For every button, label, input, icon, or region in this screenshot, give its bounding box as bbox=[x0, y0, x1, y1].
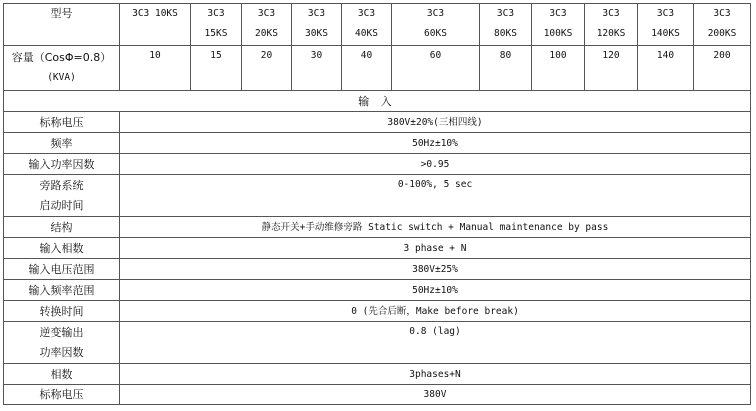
capacity-value: 20 bbox=[242, 46, 292, 91]
model-label: 型号 bbox=[50, 7, 73, 20]
spec-label: 标称电压 bbox=[4, 112, 120, 133]
spec-value: 50Hz±10% bbox=[120, 133, 751, 154]
spec-label: 转换时间 bbox=[4, 301, 120, 322]
model-suffix: 20KS bbox=[255, 28, 278, 39]
model-suffix: 140KS bbox=[651, 28, 680, 39]
spec-value: >0.95 bbox=[120, 154, 751, 175]
spec-row bbox=[4, 364, 751, 385]
spec-value: 50Hz±10% bbox=[120, 280, 751, 301]
spec-label: 标称电压 bbox=[4, 385, 120, 405]
spec-value: 380V±25% bbox=[120, 259, 751, 280]
input-section-title: 输 入 bbox=[4, 91, 751, 112]
capacity-value: 60 bbox=[392, 46, 480, 91]
spec-value: 3phases+N bbox=[120, 364, 751, 385]
model-cell bbox=[392, 4, 480, 46]
capacity-label: 容量（CosΦ=0.8） bbox=[11, 51, 112, 64]
spec-label-line: 功率因数 bbox=[39, 345, 84, 359]
spec-row bbox=[4, 322, 751, 364]
model-name: 3C3 bbox=[602, 8, 620, 19]
model-name: 3C3 bbox=[257, 8, 276, 19]
spec-label-line: 旁路系统 bbox=[39, 178, 84, 192]
model-suffix: 40KS bbox=[355, 28, 378, 39]
spec-label-line: 逆变输出 bbox=[39, 325, 84, 339]
model-cell bbox=[242, 4, 292, 46]
model-cell bbox=[532, 4, 585, 46]
model-name: 3C3 bbox=[656, 8, 675, 19]
spec-row bbox=[4, 259, 751, 280]
spec-row bbox=[4, 133, 751, 154]
spec-label: 输入功率因数 bbox=[4, 154, 120, 175]
capacity-unit: (KVA) bbox=[47, 72, 76, 83]
capacity-value: 80 bbox=[480, 46, 532, 91]
model-name: 3C3 10KS bbox=[132, 8, 178, 19]
model-cell bbox=[292, 4, 342, 46]
model-suffix: 120KS bbox=[596, 28, 626, 39]
model-row bbox=[4, 4, 751, 46]
model-suffix: 30KS bbox=[305, 28, 328, 39]
spec-row bbox=[4, 238, 751, 259]
model-header-cell bbox=[4, 4, 120, 46]
capacity-value: 120 bbox=[585, 46, 638, 91]
spec-row bbox=[4, 301, 751, 322]
model-cell bbox=[342, 4, 392, 46]
spec-value: 0.8 (lag) bbox=[120, 322, 751, 364]
spec-label: 相数 bbox=[4, 364, 120, 385]
spec-value: 3 phase + N bbox=[120, 238, 751, 259]
spec-label: 频率 bbox=[4, 133, 120, 154]
spec-value: 0 (先合后断，Make before break) bbox=[120, 301, 751, 322]
spec-label: 输入电压范围 bbox=[4, 259, 120, 280]
capacity-value: 100 bbox=[532, 46, 585, 91]
spec-row bbox=[4, 112, 751, 133]
model-suffix: 80KS bbox=[494, 28, 517, 39]
capacity-label-cell bbox=[4, 46, 120, 91]
spec-row bbox=[4, 280, 751, 301]
model-suffix: 15KS bbox=[204, 28, 228, 39]
capacity-value: 10 bbox=[120, 46, 191, 91]
capacity-value: 200 bbox=[694, 46, 751, 91]
spec-label-line: 启动时间 bbox=[39, 198, 84, 212]
spec-label: 结构 bbox=[4, 217, 120, 238]
capacity-value: 40 bbox=[342, 46, 392, 91]
model-cell bbox=[694, 4, 751, 46]
model-cell bbox=[191, 4, 242, 46]
spec-value: 0-100%, 5 sec bbox=[120, 175, 751, 217]
model-cell bbox=[638, 4, 694, 46]
spec-row bbox=[4, 385, 751, 405]
model-name: 3C3 bbox=[496, 8, 515, 19]
model-name: 3C3 bbox=[357, 8, 376, 19]
model-name: 3C3 bbox=[549, 8, 567, 19]
model-name: 3C3 bbox=[207, 8, 225, 19]
model-cell bbox=[480, 4, 532, 46]
spec-value: 380V bbox=[120, 385, 751, 405]
spec-value: 380V±20%(三相四线) bbox=[120, 112, 751, 133]
spec-row bbox=[4, 175, 751, 217]
capacity-row bbox=[4, 46, 751, 91]
model-name: 3C3 bbox=[307, 8, 326, 19]
model-cell bbox=[585, 4, 638, 46]
spec-label bbox=[4, 322, 120, 364]
model-suffix: 100KS bbox=[543, 28, 573, 39]
model-suffix: 200KS bbox=[707, 28, 737, 39]
input-section-row bbox=[4, 91, 751, 112]
spec-row bbox=[4, 154, 751, 175]
spec-label: 输入相数 bbox=[4, 238, 120, 259]
capacity-value: 15 bbox=[191, 46, 242, 91]
specification-table bbox=[3, 3, 751, 405]
model-cell bbox=[120, 4, 191, 46]
spec-row bbox=[4, 217, 751, 238]
spec-value: 静态开关+手动维修旁路 Static switch + Manual maintenance by pass bbox=[120, 217, 751, 238]
model-name: 3C3 bbox=[713, 8, 731, 19]
model-name: 3C3 bbox=[426, 8, 445, 19]
model-suffix: 60KS bbox=[424, 28, 447, 39]
capacity-value: 140 bbox=[638, 46, 694, 91]
spec-label: 输入频率范围 bbox=[4, 280, 120, 301]
spec-label bbox=[4, 175, 120, 217]
capacity-value: 30 bbox=[292, 46, 342, 91]
